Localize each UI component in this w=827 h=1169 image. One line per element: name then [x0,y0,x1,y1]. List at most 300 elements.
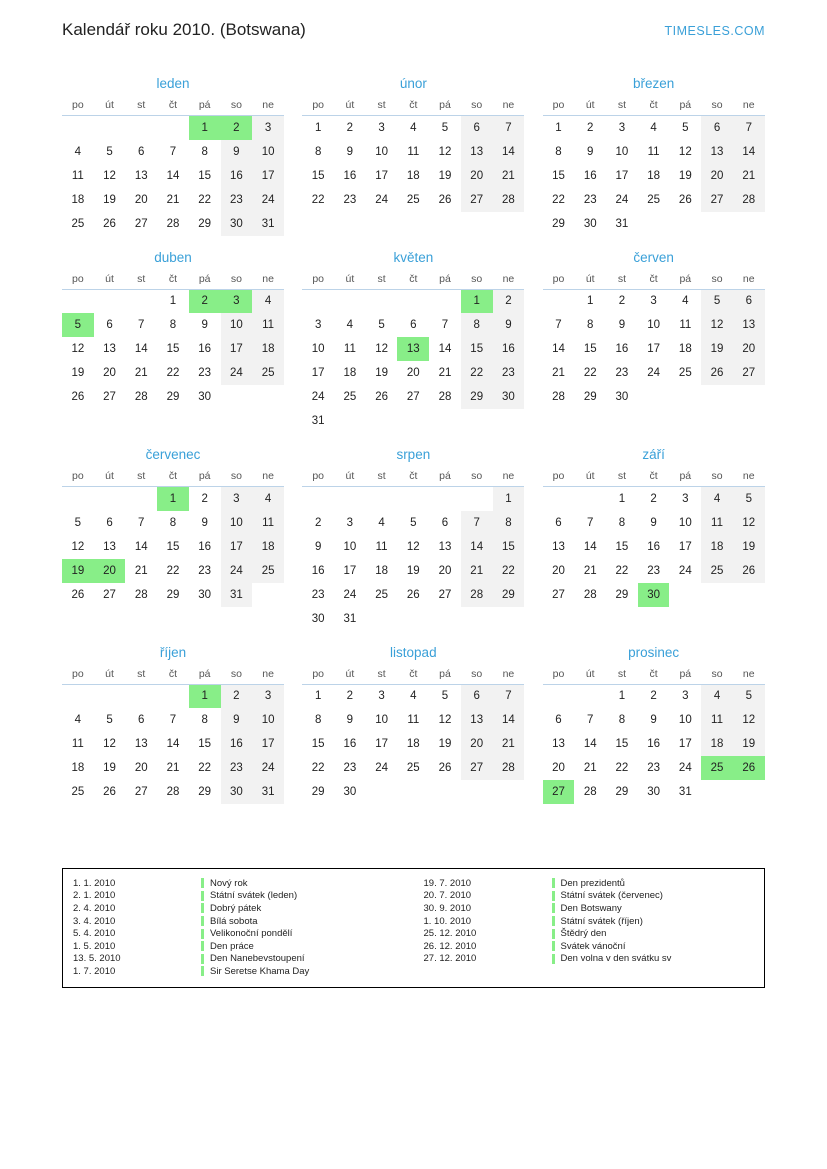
day-cell[interactable]: 3 [378,690,385,703]
day-cell[interactable]: 14 [493,708,525,732]
day-cell[interactable]: 9 [346,145,354,158]
day-cell[interactable]: 2 [201,492,208,505]
day-cell[interactable]: 19 [71,367,85,379]
day-cell[interactable]: 20 [552,564,565,577]
day-cell[interactable]: 4 [346,319,354,331]
day-cell[interactable]: 29 [615,786,629,798]
day-cell[interactable]: 26 [678,193,692,206]
day-cell[interactable]: 10 [678,714,692,726]
day-cell[interactable]: 17 [343,564,357,577]
day-cell[interactable]: 15 [311,738,325,750]
day-cell[interactable]: 12 [103,738,116,750]
day-cell[interactable]: 31 [678,786,692,798]
day-cell[interactable]: 4 [701,487,733,511]
day-cell[interactable]: 25 [343,391,357,403]
day-cell[interactable]: 27 [552,588,565,601]
day-cell[interactable]: 1 [555,121,562,134]
day-cell[interactable]: 30 [221,780,253,804]
day-cell[interactable]: 25 [71,786,85,798]
day-cell[interactable]: 16 [647,738,661,750]
day-cell[interactable]: 16 [583,169,597,182]
day-cell[interactable]: 12 [406,540,420,553]
day-cell[interactable]: 1 [493,487,525,511]
day-cell[interactable]: 20 [701,164,733,188]
day-cell[interactable]: 27 [701,188,733,212]
holiday-day-cell[interactable]: 2 [221,116,253,140]
day-cell[interactable]: 27 [438,588,452,601]
day-cell[interactable]: 16 [221,732,253,756]
day-cell[interactable]: 10 [678,516,692,529]
day-cell[interactable]: 22 [583,367,597,379]
day-cell[interactable]: 3 [252,684,284,708]
day-cell[interactable]: 23 [311,588,325,601]
holiday-day-cell[interactable]: 27 [543,780,575,804]
day-cell[interactable]: 24 [678,762,692,774]
day-cell[interactable]: 18 [71,762,85,774]
day-cell[interactable]: 6 [461,116,493,140]
day-cell[interactable]: 29 [166,391,180,403]
holiday-day-cell[interactable]: 2 [189,289,221,313]
day-cell[interactable]: 18 [701,535,733,559]
day-cell[interactable]: 16 [311,564,325,577]
day-cell[interactable]: 26 [438,762,452,774]
day-cell[interactable]: 1 [314,690,322,703]
day-cell[interactable]: 18 [701,732,733,756]
day-cell[interactable]: 12 [733,708,765,732]
day-cell[interactable]: 24 [311,391,325,403]
day-cell[interactable]: 29 [552,217,565,230]
day-cell[interactable]: 7 [733,116,765,140]
day-cell[interactable]: 15 [493,535,525,559]
day-cell[interactable]: 15 [198,169,212,182]
day-cell[interactable]: 28 [493,188,525,212]
day-cell[interactable]: 17 [252,164,284,188]
day-cell[interactable]: 23 [221,756,253,780]
day-cell[interactable]: 31 [615,217,629,230]
day-cell[interactable]: 25 [406,193,420,206]
day-cell[interactable]: 12 [678,145,692,158]
day-cell[interactable]: 9 [618,319,626,331]
day-cell[interactable]: 5 [106,714,113,726]
day-cell[interactable]: 27 [103,391,116,403]
day-cell[interactable]: 16 [615,343,629,355]
holiday-day-cell[interactable]: 20 [94,559,126,583]
day-cell[interactable]: 26 [71,391,85,403]
day-cell[interactable]: 15 [615,738,629,750]
day-cell[interactable]: 9 [221,140,253,164]
day-cell[interactable]: 23 [615,367,629,379]
day-cell[interactable]: 25 [252,559,284,583]
day-cell[interactable]: 15 [583,343,597,355]
day-cell[interactable]: 25 [375,588,388,601]
day-cell[interactable]: 8 [461,313,493,337]
day-cell[interactable]: 3 [252,116,284,140]
day-cell[interactable]: 21 [134,367,148,379]
day-cell[interactable]: 3 [650,295,657,308]
day-cell[interactable]: 12 [701,313,733,337]
day-cell[interactable]: 14 [461,535,493,559]
day-cell[interactable]: 24 [221,361,253,385]
day-cell[interactable]: 5 [410,516,417,529]
day-cell[interactable]: 4 [252,487,284,511]
day-cell[interactable]: 6 [106,516,113,529]
day-cell[interactable]: 17 [311,367,325,379]
day-cell[interactable]: 23 [198,564,212,577]
day-cell[interactable]: 8 [201,714,208,726]
day-cell[interactable]: 29 [311,786,325,798]
day-cell[interactable]: 26 [103,786,116,798]
day-cell[interactable]: 11 [407,145,420,158]
day-cell[interactable]: 20 [406,367,420,379]
day-cell[interactable]: 23 [647,762,661,774]
day-cell[interactable]: 30 [198,588,212,601]
day-cell[interactable]: 22 [166,564,180,577]
day-cell[interactable]: 8 [587,319,594,331]
day-cell[interactable]: 25 [406,762,420,774]
day-cell[interactable]: 30 [615,391,629,403]
day-cell[interactable]: 30 [221,212,253,236]
day-cell[interactable]: 6 [106,319,113,331]
day-cell[interactable]: 31 [221,583,253,607]
day-cell[interactable]: 31 [311,415,325,427]
day-cell[interactable]: 8 [169,516,177,529]
day-cell[interactable]: 14 [166,169,180,182]
day-cell[interactable]: 26 [71,588,85,601]
day-cell[interactable]: 21 [493,732,525,756]
holiday-day-cell[interactable]: 19 [62,559,94,583]
day-cell[interactable]: 18 [343,367,357,379]
day-cell[interactable]: 14 [134,540,148,553]
day-cell[interactable]: 19 [733,732,765,756]
day-cell[interactable]: 6 [138,714,145,726]
day-cell[interactable]: 1 [618,492,626,505]
day-cell[interactable]: 13 [461,708,493,732]
day-cell[interactable]: 9 [650,516,657,529]
day-cell[interactable]: 10 [647,319,661,331]
day-cell[interactable]: 9 [346,714,354,726]
day-cell[interactable]: 22 [311,193,325,206]
day-cell[interactable]: 10 [221,511,253,535]
day-cell[interactable]: 9 [650,714,657,726]
day-cell[interactable]: 19 [733,535,765,559]
holiday-day-cell[interactable]: 1 [189,684,221,708]
day-cell[interactable]: 11 [701,511,733,535]
day-cell[interactable]: 29 [198,786,212,798]
day-cell[interactable]: 2 [650,690,657,703]
day-cell[interactable]: 29 [583,391,597,403]
day-cell[interactable]: 13 [134,169,148,182]
day-cell[interactable]: 16 [198,343,212,355]
day-cell[interactable]: 5 [701,289,733,313]
holiday-day-cell[interactable]: 1 [189,116,221,140]
day-cell[interactable]: 3 [378,121,385,134]
day-cell[interactable]: 19 [438,169,452,182]
day-cell[interactable]: 7 [493,116,525,140]
day-cell[interactable]: 1 [314,121,322,134]
day-cell[interactable]: 30 [198,391,212,403]
day-cell[interactable]: 24 [615,193,629,206]
day-cell[interactable]: 21 [166,193,180,206]
day-cell[interactable]: 7 [555,319,562,331]
day-cell[interactable]: 2 [493,289,525,313]
day-cell[interactable]: 21 [493,164,525,188]
day-cell[interactable]: 14 [166,738,180,750]
day-cell[interactable]: 8 [618,516,626,529]
day-cell[interactable]: 2 [346,690,354,703]
day-cell[interactable]: 5 [441,690,449,703]
day-cell[interactable]: 7 [461,511,493,535]
day-cell[interactable]: 13 [461,140,493,164]
day-cell[interactable]: 18 [252,535,284,559]
day-cell[interactable]: 29 [615,588,629,601]
day-cell[interactable]: 5 [733,487,765,511]
day-cell[interactable]: 25 [647,193,661,206]
brand-link[interactable]: TIMESLES.COM [664,24,765,38]
day-cell[interactable]: 7 [169,145,177,158]
day-cell[interactable]: 23 [647,564,661,577]
day-cell[interactable]: 23 [198,367,212,379]
day-cell[interactable]: 2 [221,684,253,708]
day-cell[interactable]: 19 [438,738,452,750]
day-cell[interactable]: 8 [493,511,525,535]
day-cell[interactable]: 9 [221,708,253,732]
day-cell[interactable]: 14 [583,540,597,553]
day-cell[interactable]: 5 [441,121,449,134]
day-cell[interactable]: 27 [134,217,148,230]
day-cell[interactable]: 26 [103,217,116,230]
day-cell[interactable]: 14 [134,343,148,355]
day-cell[interactable]: 21 [583,564,597,577]
day-cell[interactable]: 12 [103,169,116,182]
day-cell[interactable]: 2 [650,492,657,505]
day-cell[interactable]: 13 [552,738,565,750]
day-cell[interactable]: 24 [343,588,357,601]
holiday-day-cell[interactable]: 3 [221,289,253,313]
day-cell[interactable]: 17 [252,732,284,756]
day-cell[interactable]: 26 [406,588,420,601]
day-cell[interactable]: 16 [343,738,357,750]
day-cell[interactable]: 6 [733,289,765,313]
day-cell[interactable]: 10 [343,540,357,553]
day-cell[interactable]: 14 [438,343,452,355]
day-cell[interactable]: 11 [252,511,284,535]
day-cell[interactable]: 9 [587,145,594,158]
day-cell[interactable]: 4 [74,714,82,726]
day-cell[interactable]: 28 [438,391,452,403]
day-cell[interactable]: 26 [438,193,452,206]
day-cell[interactable]: 13 [103,343,116,355]
day-cell[interactable]: 10 [252,708,284,732]
day-cell[interactable]: 27 [134,786,148,798]
day-cell[interactable]: 1 [169,295,177,308]
day-cell[interactable]: 26 [701,361,733,385]
day-cell[interactable]: 13 [701,140,733,164]
day-cell[interactable]: 30 [583,217,597,230]
day-cell[interactable]: 21 [438,367,452,379]
day-cell[interactable]: 15 [615,540,629,553]
day-cell[interactable]: 19 [678,169,692,182]
day-cell[interactable]: 12 [438,145,452,158]
day-cell[interactable]: 21 [733,164,765,188]
day-cell[interactable]: 12 [71,343,85,355]
day-cell[interactable]: 11 [647,145,660,158]
day-cell[interactable]: 28 [134,588,148,601]
day-cell[interactable]: 10 [252,140,284,164]
day-cell[interactable]: 15 [198,738,212,750]
day-cell[interactable]: 23 [221,188,253,212]
day-cell[interactable]: 28 [461,583,493,607]
day-cell[interactable]: 4 [74,145,82,158]
day-cell[interactable]: 20 [461,732,493,756]
day-cell[interactable]: 2 [587,121,594,134]
day-cell[interactable]: 16 [221,164,253,188]
day-cell[interactable]: 17 [375,738,388,750]
day-cell[interactable]: 24 [221,559,253,583]
day-cell[interactable]: 6 [555,714,562,726]
day-cell[interactable]: 11 [375,540,388,553]
holiday-day-cell[interactable]: 26 [733,756,765,780]
day-cell[interactable]: 22 [198,193,212,206]
holiday-day-cell[interactable]: 1 [461,289,493,313]
day-cell[interactable]: 6 [701,116,733,140]
day-cell[interactable]: 17 [221,337,253,361]
day-cell[interactable]: 7 [587,714,594,726]
day-cell[interactable]: 9 [314,540,322,553]
day-cell[interactable]: 17 [221,535,253,559]
day-cell[interactable]: 19 [103,193,116,206]
holiday-day-cell[interactable]: 5 [62,313,94,337]
day-cell[interactable]: 19 [375,367,388,379]
day-cell[interactable]: 28 [166,786,180,798]
day-cell[interactable]: 16 [493,337,525,361]
day-cell[interactable]: 28 [493,756,525,780]
day-cell[interactable]: 24 [252,756,284,780]
day-cell[interactable]: 30 [493,385,525,409]
day-cell[interactable]: 18 [71,193,85,206]
day-cell[interactable]: 3 [314,319,322,331]
day-cell[interactable]: 15 [311,169,325,182]
day-cell[interactable]: 8 [201,145,208,158]
day-cell[interactable]: 16 [198,540,212,553]
day-cell[interactable]: 30 [647,786,661,798]
day-cell[interactable]: 27 [461,756,493,780]
day-cell[interactable]: 20 [438,564,452,577]
day-cell[interactable]: 6 [138,145,145,158]
day-cell[interactable]: 17 [647,343,661,355]
day-cell[interactable]: 13 [438,540,452,553]
day-cell[interactable]: 11 [407,714,420,726]
day-cell[interactable]: 27 [461,188,493,212]
day-cell[interactable]: 31 [252,780,284,804]
day-cell[interactable]: 4 [378,516,385,529]
day-cell[interactable]: 29 [493,583,525,607]
day-cell[interactable]: 25 [252,361,284,385]
day-cell[interactable]: 4 [410,690,417,703]
day-cell[interactable]: 11 [71,169,84,182]
day-cell[interactable]: 2 [346,121,354,134]
day-cell[interactable]: 27 [733,361,765,385]
day-cell[interactable]: 17 [678,738,692,750]
day-cell[interactable]: 3 [682,492,689,505]
day-cell[interactable]: 12 [375,343,388,355]
day-cell[interactable]: 18 [252,337,284,361]
day-cell[interactable]: 4 [682,295,689,308]
day-cell[interactable]: 13 [733,313,765,337]
day-cell[interactable]: 2 [618,295,626,308]
day-cell[interactable]: 11 [71,738,84,750]
day-cell[interactable]: 19 [406,564,420,577]
day-cell[interactable]: 22 [166,367,180,379]
day-cell[interactable]: 5 [106,145,113,158]
day-cell[interactable]: 4 [410,121,417,134]
day-cell[interactable]: 23 [583,193,597,206]
day-cell[interactable]: 26 [733,559,765,583]
day-cell[interactable]: 13 [103,540,116,553]
day-cell[interactable]: 27 [103,588,116,601]
day-cell[interactable]: 25 [701,559,733,583]
day-cell[interactable]: 20 [134,193,148,206]
holiday-day-cell[interactable]: 13 [397,337,429,361]
day-cell[interactable]: 10 [311,343,325,355]
day-cell[interactable]: 11 [701,708,733,732]
day-cell[interactable]: 17 [615,169,629,182]
day-cell[interactable]: 9 [201,319,208,331]
day-cell[interactable]: 11 [252,313,284,337]
day-cell[interactable]: 22 [615,564,629,577]
day-cell[interactable]: 6 [461,684,493,708]
day-cell[interactable]: 29 [166,588,180,601]
day-cell[interactable]: 10 [375,145,388,158]
day-cell[interactable]: 7 [138,516,145,529]
day-cell[interactable]: 8 [314,145,322,158]
day-cell[interactable]: 21 [583,762,597,774]
day-cell[interactable]: 6 [555,516,562,529]
holiday-day-cell[interactable]: 30 [638,583,670,607]
day-cell[interactable]: 11 [679,319,692,331]
day-cell[interactable]: 23 [493,361,525,385]
day-cell[interactable]: 20 [733,337,765,361]
day-cell[interactable]: 30 [343,786,357,798]
day-cell[interactable]: 18 [406,169,420,182]
day-cell[interactable]: 18 [406,738,420,750]
day-cell[interactable]: 28 [166,217,180,230]
day-cell[interactable]: 22 [493,559,525,583]
day-cell[interactable]: 2 [314,516,322,529]
day-cell[interactable]: 5 [74,516,82,529]
day-cell[interactable]: 5 [682,121,689,134]
day-cell[interactable]: 13 [552,540,565,553]
day-cell[interactable]: 24 [375,762,388,774]
day-cell[interactable]: 24 [375,193,388,206]
day-cell[interactable]: 7 [138,319,145,331]
day-cell[interactable]: 3 [682,690,689,703]
day-cell[interactable]: 22 [552,193,565,206]
holiday-day-cell[interactable]: 25 [701,756,733,780]
day-cell[interactable]: 4 [252,289,284,313]
day-cell[interactable]: 29 [461,385,493,409]
day-cell[interactable]: 12 [438,714,452,726]
day-cell[interactable]: 16 [647,540,661,553]
day-cell[interactable]: 17 [678,540,692,553]
day-cell[interactable]: 23 [343,193,357,206]
day-cell[interactable]: 7 [441,319,449,331]
day-cell[interactable]: 9 [201,516,208,529]
day-cell[interactable]: 15 [166,540,180,553]
day-cell[interactable]: 16 [343,169,357,182]
day-cell[interactable]: 3 [618,121,626,134]
day-cell[interactable]: 4 [701,684,733,708]
day-cell[interactable]: 28 [583,786,597,798]
